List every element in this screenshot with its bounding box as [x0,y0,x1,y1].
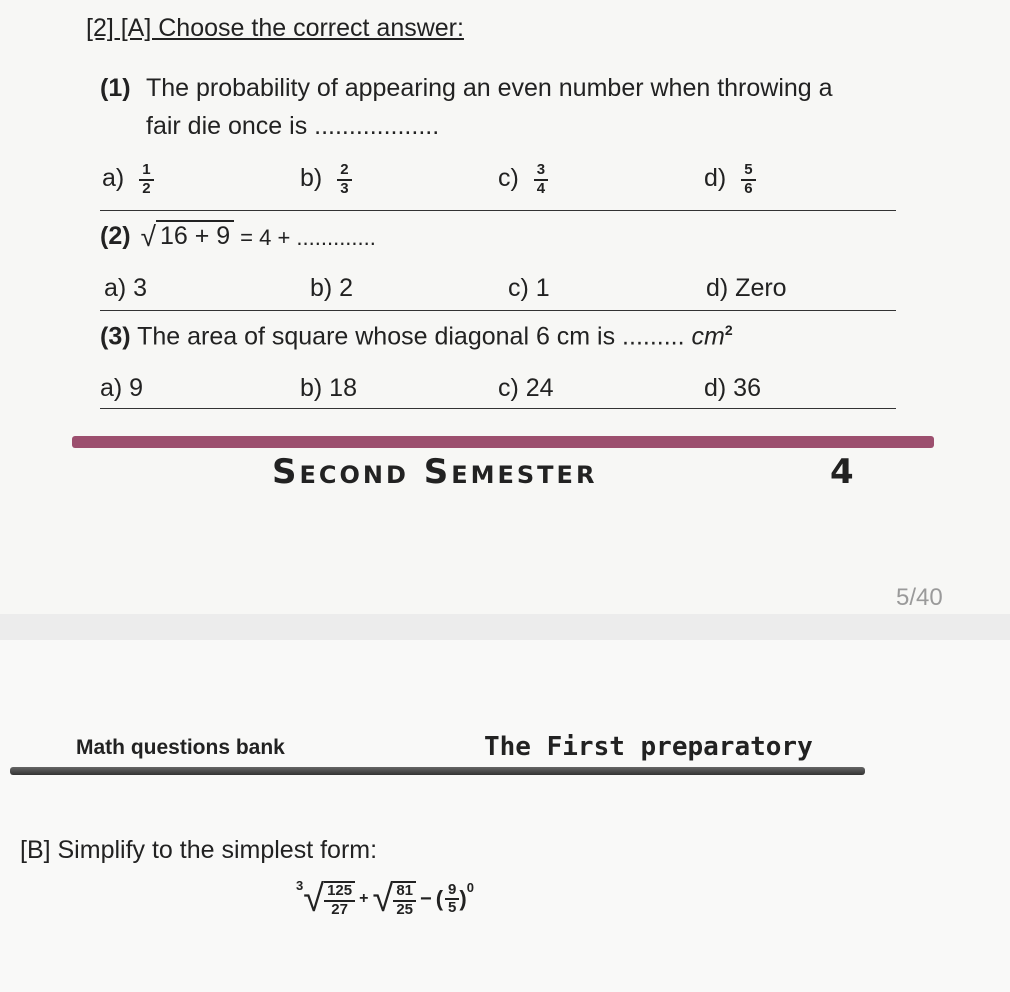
page-indicator: 5/40 [896,584,943,611]
question-2 [100,220,376,251]
fraction [445,882,459,917]
fraction [393,881,416,918]
divider [100,310,896,311]
header-rule [10,767,865,775]
numerator: 81 [393,883,416,902]
cube-root [303,880,355,918]
question-2-rest: = 4 + ............. [240,225,376,250]
radical-sign-icon: √ [303,878,325,920]
paren-close: ) [459,886,467,911]
question-1-text-line1: The probability of appearing an even number when throwing a [146,74,833,102]
root-index: 3 [296,877,304,893]
numerator: 9 [445,882,459,901]
fraction [324,881,355,918]
expression [296,877,474,920]
q2-option-c[interactable]: c) 1 [508,274,550,302]
question-3 [100,322,733,351]
q3-option-a[interactable]: a) 9 [100,374,144,402]
denominator: 27 [331,900,348,918]
numerator: 2 [337,162,351,181]
numerator: 1 [139,162,153,181]
q2-option-b[interactable]: b) 2 [310,274,354,302]
q2-option-a[interactable]: a) 3 [104,274,148,302]
page-separator [0,614,1010,640]
square-root [141,220,235,251]
paren-open: ( [435,886,444,911]
q3-option-c[interactable]: c) 24 [498,374,554,402]
question-1-text-line2: fair die once is .................. [146,112,440,140]
radical-sign-icon: √ [372,878,394,920]
exponent: 0 [466,879,474,895]
section-b-heading: [B] Simplify to the simplest form: [20,836,378,864]
denominator: 6 [744,179,753,197]
divider [100,210,896,211]
option-label: b) [300,164,323,193]
q3-option-d[interactable]: d) 36 [704,374,761,402]
fraction [337,162,351,197]
footer-band [72,436,934,448]
divider [100,408,896,409]
header-left: Math questions bank [76,736,285,759]
option-label: a) [102,164,125,193]
fraction [534,162,548,197]
document-page-2 [0,640,1010,992]
question-3-text: The area of square whose diagonal 6 cm is ......... [137,322,685,351]
square-root [372,880,416,918]
question-2-number: (2) [100,222,131,250]
radicand: 16 + 9 [156,220,234,251]
area-unit: cm [691,322,725,351]
q2-option-d[interactable]: d) Zero [706,274,787,302]
q3-option-b[interactable]: b) 18 [300,374,357,402]
header-right: The First preparatory [484,732,813,762]
denominator: 3 [340,179,349,197]
footer-title: Second Semester [272,452,598,492]
denominator: 25 [396,900,414,918]
unit-exponent: 2 [724,322,733,338]
q1-option-b[interactable] [300,162,352,197]
question-3-number: (3) [100,322,131,351]
q1-option-d[interactable] [704,162,756,197]
section-heading: [2] [A] Choose the correct answer: [86,14,464,42]
plus-sign: + [359,890,369,907]
numerator: 5 [741,162,755,181]
question-1-number: (1) [100,74,131,102]
denominator: 4 [536,179,546,197]
denominator: 5 [448,899,457,916]
minus-sign: − [420,887,432,910]
numerator: 3 [534,162,548,181]
fraction [139,162,153,197]
q1-option-c[interactable] [498,162,548,197]
radical-sign-icon: √ [140,221,156,252]
denominator: 2 [142,179,151,197]
option-label: d) [704,164,727,193]
option-label: c) [498,164,519,193]
q1-option-a[interactable] [102,162,154,197]
page-number: 4 [830,452,857,492]
numerator: 125 [324,883,355,902]
fraction [741,162,755,197]
